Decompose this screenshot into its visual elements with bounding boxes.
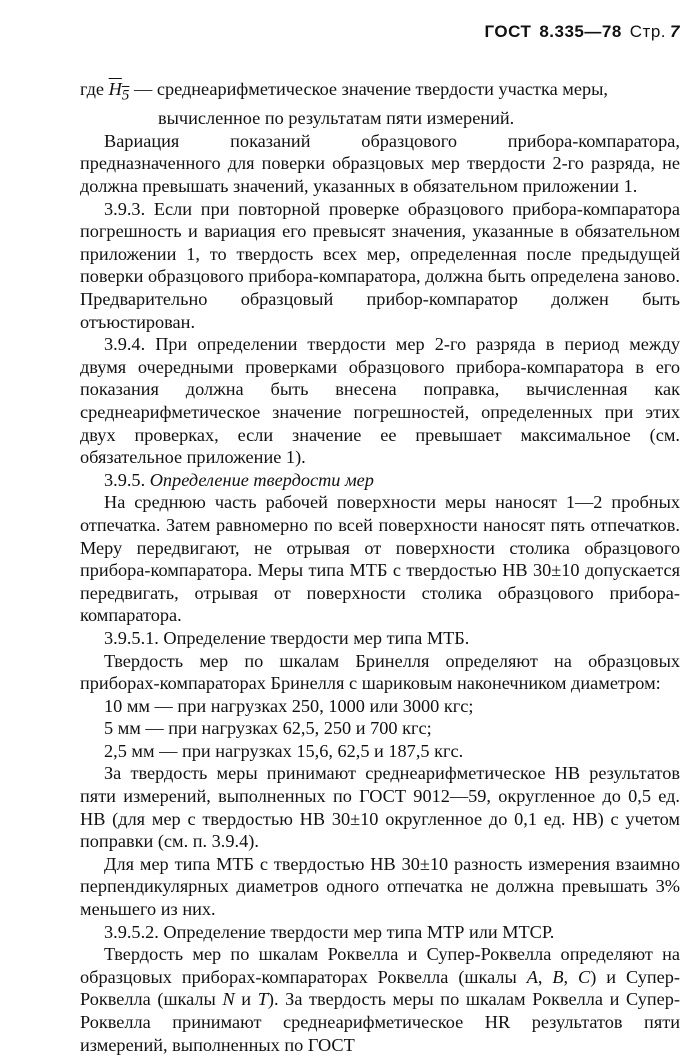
header-page-label: Стр.: [629, 22, 667, 41]
paragraph-3-9-5: На среднюю часть рабочей поверхности меры наносят 1—2 пробных отпечатка. Затем равномерно по всей поверхности наносят пять отпечатков. Меру передвигают, не отрывая от поверхности столика образцового прибора-компаратора. Меры типа МТБ с твердостью НВ 30±10 допускается передвигать, отрывая от поверхности столика образцового прибора-компаратора.: [80, 492, 680, 626]
where-prefix: где: [80, 79, 105, 99]
paragraph-3-9-5-1-mtb: Для мер типа МТБ с твердостью НВ 30±10 разность измерения взаимно перпендикулярных диаметров одного отпечатка не должна превышать 3% меньшего из них.: [80, 853, 680, 920]
paragraph-3-9-5-1-result: За твердость меры принимают среднеарифметическое НВ результатов пяти измерений, выполненных по ГОСТ 9012—59, округленное до 0,5 ед. НВ (для мер с твердостью НВ 30±10 округленное до 0,1 ед. НВ) с учетом поправки (см. п. 3.9.4).: [80, 763, 680, 852]
where-definition-text: — среднеарифметическое значение твердости участка меры,: [129, 79, 608, 99]
paragraph-3-9-3: 3.9.3. Если при повторной проверке образцового прибора-компаратора погрешность и вариация его превысят значения, указанные в обязательном приложении 1, то твердость всех мер, определенная после предыдущей поверки образцового прибора-компаратора, должна быть определена заново. Предварительно образцовый прибор-компаратор должен быть отъюстирован.: [80, 198, 680, 332]
heading-3-9-5-number: 3.9.5.: [104, 469, 146, 490]
scale-n: N: [222, 989, 235, 1010]
paragraph-3-9-4: 3.9.4. При определении твердости мер 2-го разряда в период между двумя очередными проверками образцового прибора-компаратора в его показания должна быть внесена поправка, вычисленная как среднеарифметическое значение погрешностей, определенных при этих двух проверках, если значение ее превышает максимальное (см. обязательное приложение 1).: [80, 334, 680, 468]
paragraph-3-9-5-2: Твердость мер по шкалам Роквелла и Супер-Роквелла определяют на образцовых приборах-компараторах Роквелла (шкалы A, B, C) и Супер-Роквелла (шкалы N и T). За твердость меры по шкалам Роквелла и Супер-Роквелла принимают среднеарифметическое HR результатов пяти измерений, выполненных по ГОСТ: [80, 944, 681, 1055]
scale-b: B: [552, 966, 564, 987]
heading-3-9-5-1: 3.9.5.1. Определение твердости мер типа МТБ.: [104, 627, 470, 648]
document-body: [80, 78, 680, 1056]
paragraph-3-9-5-1-intro: Твердость мер по шкалам Бринелля определяют на образцовых приборах-компараторах Бринелля с шариковым наконечником диаметром:: [80, 650, 680, 694]
heading-3-9-5-2: 3.9.5.2. Определение твердости мер типа МТР или МТСР.: [104, 921, 555, 942]
list-item: 10 мм — при нагрузках 250, 1000 или 3000 кгс;: [104, 695, 474, 716]
list-item: 2,5 мм — при нагрузках 15,6, 62,5 и 187,5 кгс.: [104, 740, 464, 761]
page-header: [484, 22, 680, 42]
heading-3-9-5: [80, 469, 680, 492]
list-item: 5 мм — при нагрузках 62,5, 250 и 700 кгс;: [104, 718, 432, 739]
where-definition: [80, 78, 680, 107]
formula-symbol: $H_5$: [108, 79, 130, 104]
scale-a: A: [526, 966, 538, 987]
header-standard-number: 8.335—78: [539, 22, 622, 41]
where-continuation: вычисленное по результатам пяти измерений.: [158, 108, 515, 129]
scale-t: T: [257, 989, 268, 1010]
header-page-number: 7: [670, 22, 680, 41]
paragraph-variation: Вариация показаний образцового прибора-компаратора, предназначенного для поверки образцовых мер твердости 2-го разряда, не должна превышать значений, указанных в обязательном приложении 1.: [80, 130, 680, 197]
formula-subscript: 5: [121, 86, 130, 104]
scale-c: C: [578, 966, 591, 987]
header-standard: ГОСТ: [484, 22, 532, 41]
heading-3-9-5-title: Определение твердости мер: [149, 469, 374, 490]
